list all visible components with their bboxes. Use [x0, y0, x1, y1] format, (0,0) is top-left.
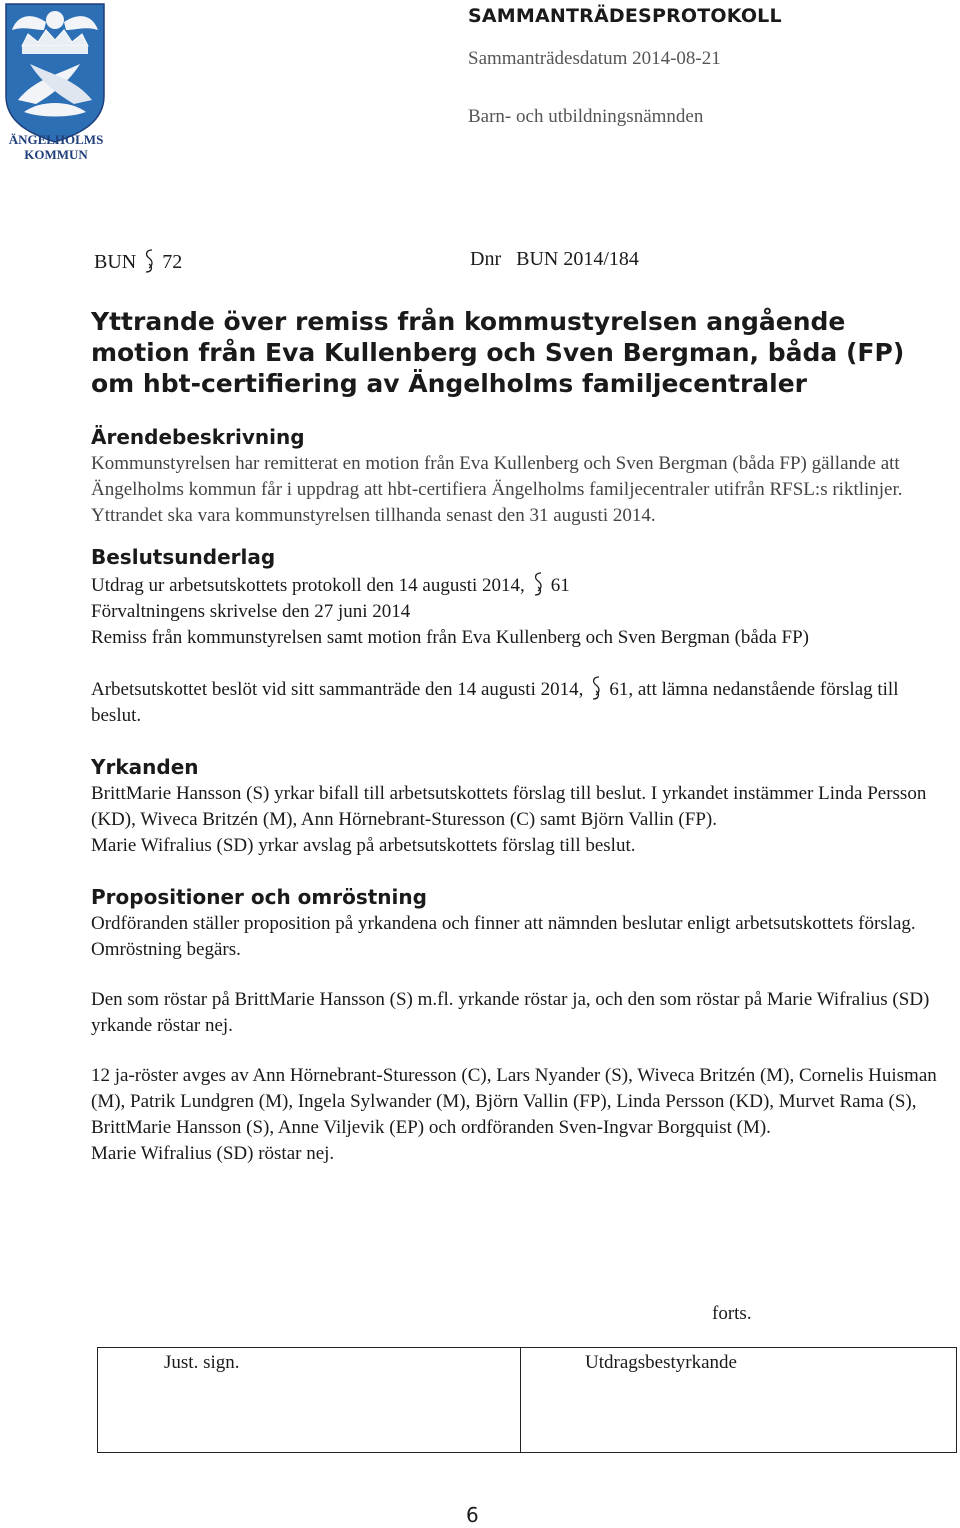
case-prefix: BUN — [94, 251, 137, 273]
propositioner-text-4: 12 ja-röster avges av Ann Hörnebrant-Sturesson (C), Lars Nyander (S), Wiveca Britzén (M), Cornelis Huisman (M), Patrik Lundgren (M), Ingela Sylwander (M), Björn Vallin (FP), Linda Persson (KD), Murvet Rama (S), BrittMarie Hansson (S), Anne Viljevik (EP) och ordföranden Sven-Ingvar Borgquist (M). — [91, 1065, 937, 1138]
heading-propositioner: Propositioner och omröstning — [91, 885, 427, 909]
beslutsunderlag-line-1-text: Utdrag ur arbetsutskottets protokoll den 14 augusti 2014, — [91, 575, 525, 596]
section-sign-icon — [531, 571, 545, 597]
signature-box — [97, 1347, 957, 1453]
arbetsutskottet-text-end: 61, att lämna nedanstående förslag till beslut. — [91, 679, 899, 726]
beslutsunderlag-line-2: Förvaltningens skrivelse den 27 juni 2014 — [91, 601, 411, 622]
committee-name: Barn- och utbildningsnämnden — [468, 106, 704, 127]
just-sign-label: Just. sign. — [164, 1352, 240, 1373]
heading-beslutsunderlag: Beslutsunderlag — [91, 545, 276, 569]
logo-text-line: ÄNGELHOLMS KOMMUN — [8, 132, 104, 162]
arende-text: Kommunstyrelsen har remitterat en motion från Eva Kullenberg och Sven Bergman (båda FP) gällande att Ängelholms kommun får i uppdrag att hbt-certifiera Ängelholms familjecentraler utifrån RFSL:s riktlinjer. Yttrandet ska vara kommunstyrelsen tillhanda senast den 31 augusti 2014. — [91, 453, 903, 526]
continued-note: forts. — [712, 1303, 752, 1324]
propositioner-text-3: Den som röstar på BrittMarie Hansson (S) m.fl. yrkande röstar ja, och den som röstar på Marie Wifralius (SD) yrkande röstar nej. — [91, 989, 930, 1036]
utdragsbestyrkande-label: Utdragsbestyrkande — [585, 1352, 737, 1373]
heading-arendebeskrivning: Ärendebeskrivning — [91, 425, 305, 449]
beslutsunderlag-line-1 — [91, 571, 951, 599]
arbetsutskottet-text-start: Arbetsutskottet beslöt vid sitt sammanträde den 14 augusti 2014, — [91, 679, 584, 700]
logo-text — [0, 132, 112, 162]
yrkanden-text-1: BrittMarie Hansson (S) yrkar bifall till arbetsutskottets förslag till beslut. I yrkandet instämmer Linda Persson (KD), Wiveca Britzén (M), Ann Hörnebrant-Sturesson (C) samt Björn Vallin (FP). — [91, 783, 927, 830]
propositioner-text-1: Ordföranden ställer proposition på yrkandena och finner att nämnden beslutar enligt arbetsutskottets förslag. — [91, 913, 916, 934]
propositioner-text-5: Marie Wifralius (SD) röstar nej. — [91, 1143, 335, 1164]
page-title: Yttrande över remiss från kommustyrelsen angående motion från Eva Kullenberg och Sven Bergman, båda (FP) om hbt-certifiering av Ängelholms familjecentraler — [91, 307, 905, 398]
beslutsunderlag-line-1-number: 61 — [550, 575, 570, 596]
signature-divider — [520, 1348, 521, 1452]
case-number: 72 — [162, 251, 183, 273]
case-reference — [94, 248, 182, 274]
municipality-logo — [0, 0, 112, 175]
document-type: SAMMANTRÄDESPROTOKOLL — [468, 5, 782, 27]
section-sign-icon — [142, 248, 156, 274]
propositioner-text-2: Omröstning begärs. — [91, 939, 241, 960]
meeting-date: Sammanträdesdatum 2014-08-21 — [468, 48, 721, 69]
diary-number: Dnr BUN 2014/184 — [470, 248, 639, 270]
arbetsutskottet-text — [91, 675, 951, 729]
page-number: 6 — [466, 1503, 479, 1527]
yrkanden-text-2: Marie Wifralius (SD) yrkar avslag på arbetsutskottets förslag till beslut. — [91, 835, 636, 856]
beslutsunderlag-line-3: Remiss från kommunstyrelsen samt motion från Eva Kullenberg och Sven Bergman (båda FP) — [91, 627, 810, 648]
heading-yrkanden: Yrkanden — [91, 755, 199, 779]
section-sign-icon — [589, 675, 603, 701]
